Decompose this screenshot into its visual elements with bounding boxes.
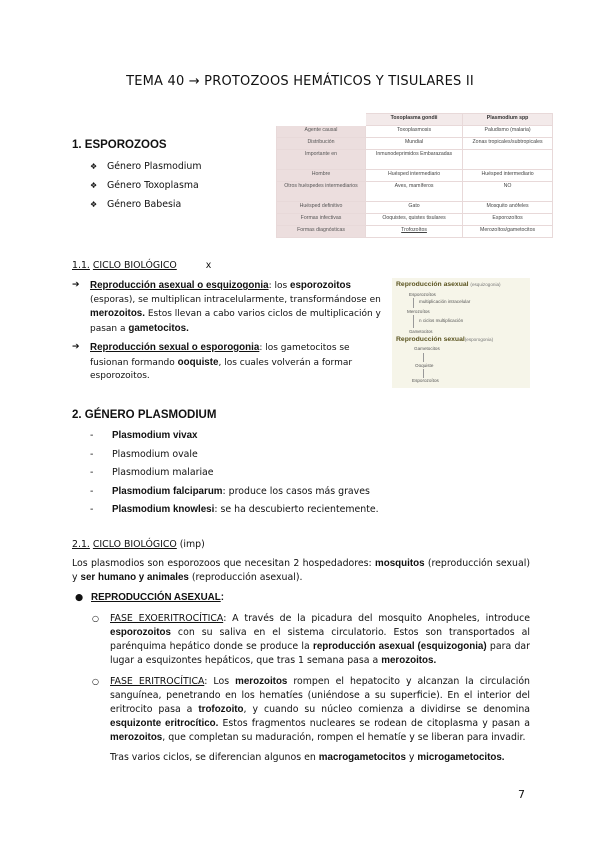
phase-exoerythrocytic: ○ FASE EXOERITROCÍTICA: A través de la picadura del mosquito Anopheles, introduce esporozoitos con su saliva en el sistema circulatorio. Estos son transportados al parénquima hepático donde se produce la reproducción asexual (esquizogonia) para dar lugar a esquizontes hepáticos, que tras 1 semana pasa a merozoitos. xyxy=(92,613,531,666)
table-header-cell: Plasmodium spp xyxy=(463,114,553,126)
subsection-heading-1-1: 1.1. CICLO BIOLÓGICO x xyxy=(72,260,212,271)
diagram-node: Esporozoítos xyxy=(412,378,439,383)
diagram-node: Gametocitos xyxy=(414,346,440,351)
table-row: Formas diagnósticas Trofozoítos Merozoítos/gametocitos xyxy=(277,226,553,238)
arrow-bullet-icon: ➔ xyxy=(72,280,80,290)
list-item: - Plasmodium falciparum: produce los casos más graves xyxy=(90,485,370,497)
table-row: Importante en Inmunodeprimidos Embarazadas xyxy=(277,150,553,170)
species-list xyxy=(90,427,379,520)
list-item: - Plasmodium knowlesi: se ha descubierto recientemente. xyxy=(90,504,379,515)
table-row: Agente causal Toxoplasmosis Paludismo (malaria) xyxy=(277,126,553,138)
diamond-bullet-icon: ❖ xyxy=(90,200,98,209)
list-item: - Plasmodium vivax xyxy=(90,430,198,441)
diamond-bullet-icon: ❖ xyxy=(90,162,98,171)
diagram-connector xyxy=(413,315,414,328)
diagram-node: n ciclos multiplicación xyxy=(419,318,464,323)
section-heading-plasmodium: 2. GÉNERO PLASMODIUM xyxy=(72,409,217,421)
bullet-dot-icon: ● xyxy=(75,592,84,603)
table-header-cell: Toxoplasma gondii xyxy=(366,114,463,126)
diagram-connector xyxy=(423,369,424,378)
page-title: TEMA 40 → PROTOZOOS HEMÁTICOS Y TISULARES II xyxy=(126,74,474,89)
section-heading-esporozoos: 1. ESPOROZOOS xyxy=(72,139,167,151)
genus-list xyxy=(90,160,201,217)
table-header-row xyxy=(277,114,553,126)
list-item: - Plasmodium ovale xyxy=(90,448,198,460)
page-number: 7 xyxy=(518,788,525,801)
table-row: Otros huéspedes intermediarios Aves, mamíferos NO xyxy=(277,182,553,202)
repro-heading: ● REPRODUCCIÓN ASEXUAL: xyxy=(75,592,224,603)
table-row: Distribución Mundial Zonas tropicales/subtropicales xyxy=(277,138,553,150)
diagram-node: Merozoítos xyxy=(407,309,430,314)
cycle-bullet-sexual: ➔ Reproducción sexual o esporogonia: los gametocitos se fusionan formando ooquiste, los cuales volverán a formar esporozoitos. xyxy=(72,342,353,381)
diagram-node: Gametocitos xyxy=(409,329,433,334)
list-item: ❖ Género Plasmodium xyxy=(90,161,202,172)
diagram-node: Ooquiste xyxy=(415,363,434,368)
list-item: ❖ Género Babesia xyxy=(90,199,182,210)
table-row: Formas infectivas Ooquistes, quistes tisulares Esporozoítos xyxy=(277,214,553,226)
comparison-table xyxy=(276,113,553,238)
cycle-bullet-asexual: ➔ Reproducción asexual o esquizogonia: los esporozoitos (esporas), se multiplican intracelularmente, transformándose en merozoitos. Estos llevan a cabo varios ciclos de multiplicación y pasan a gametocitos. xyxy=(72,280,381,334)
subsection-heading-2-1: 2.1. CICLO BIOLÓGICO (imp) xyxy=(72,539,205,550)
diagram-asexual-title: Reproducción asexual (esquizogonia) xyxy=(396,281,501,288)
circle-bullet-icon: ○ xyxy=(92,677,99,686)
diagram-node: Esporozoítos xyxy=(409,292,436,297)
diagram-node: multiplicación intracelular xyxy=(419,299,471,304)
intro-paragraph: Los plasmodios son esporozoos que necesitan 2 hospedadores: mosquitos (reproducción sexual) y ser humano y animales (reproducción asexual). xyxy=(72,558,530,583)
list-item: ❖ Género Toxoplasma xyxy=(90,180,199,191)
phase-erythrocytic: ○ FASE ERITROCÍTICA: Los merozoitos rompen el hepatocito y alcanzan la circulación sanguínea, penetrando en los hematíes (uniéndose a su superficie). En el interior del eritrocito pasa a trofozoito, y cuando su núcleo comienza a dividirse se denomina esquizonte eritrocítico. Estos fragmentos nucleares se rodean de citoplasma y pasan a merozoitos, que completan su maduración, rompen el hematíe y se liberan para invadir. xyxy=(92,676,531,743)
diagram-connector xyxy=(423,353,424,362)
list-item: - Plasmodium malariae xyxy=(90,467,214,478)
table-row: Huésped definitivo Gato Mosquito anófeles xyxy=(277,202,553,214)
reproduction-diagram xyxy=(392,278,530,388)
circle-bullet-icon: ○ xyxy=(92,614,99,623)
arrow-bullet-icon: ➔ xyxy=(72,342,80,352)
diagram-sexual-title: Reproducción sexual(esporogonia) xyxy=(396,336,494,343)
phase-erythrocytic-cont: Tras varios ciclos, se diferencian algunos en macrogametocitos y microgametocitos. xyxy=(110,752,505,763)
diagram-connector xyxy=(413,298,414,308)
table-row: Hombre Huésped intermediario Huésped intermediario xyxy=(277,170,553,182)
diamond-bullet-icon: ❖ xyxy=(90,181,98,190)
